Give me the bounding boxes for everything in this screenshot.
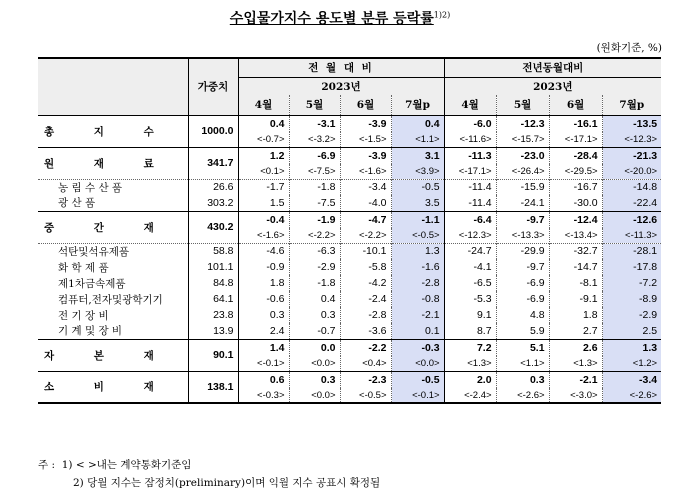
yoy-sub-value: <-3.0> (549, 388, 602, 403)
mom-value: -2.4 (340, 291, 391, 307)
table-row (38, 307, 661, 323)
yoy-value: -13.5 (602, 115, 661, 132)
yoy-value: -2.1 (549, 371, 602, 388)
yoy-value: -14.7 (549, 259, 602, 275)
mom-sub-value: <0.0> (391, 356, 444, 371)
row-weight: 26.6 (188, 179, 238, 195)
mom-value: -0.5 (391, 371, 444, 388)
yoy-value: -6.0 (444, 115, 496, 132)
mom-month-header: 7월p (391, 95, 444, 115)
mom-value: 3.5 (391, 195, 444, 211)
mom-sub-value: <-0.7> (238, 132, 289, 147)
mom-sub-value: <-0.1> (391, 388, 444, 403)
mom-value: -1.8 (289, 275, 340, 291)
mom-value: -5.8 (340, 259, 391, 275)
yoy-group-header: 전년동월대비 (444, 58, 661, 77)
note-prefix: 주 : (38, 459, 56, 471)
yoy-value: -21.3 (602, 147, 661, 164)
yoy-sub-value: <-13.3> (496, 228, 549, 243)
mom-sub-value: <-1.6> (340, 164, 391, 179)
yoy-sub-value: <-2.6> (602, 388, 661, 403)
yoy-sub-value: <-2.6> (496, 388, 549, 403)
row-label: 총 지 수 (38, 115, 188, 147)
mom-value: 3.1 (391, 147, 444, 164)
yoy-month-header: 4월 (444, 95, 496, 115)
row-weight: 23.8 (188, 307, 238, 323)
mom-value: 0.4 (289, 291, 340, 307)
row-weight: 90.1 (188, 339, 238, 371)
row-label: 화 학 제 품 (58, 261, 109, 274)
title-text: 수입물가지수 용도별 분류 등락률 (229, 11, 434, 27)
mom-value: -1.1 (391, 211, 444, 228)
mom-value: 0.6 (238, 371, 289, 388)
yoy-value: -6.9 (496, 275, 549, 291)
mom-value: -3.9 (340, 115, 391, 132)
row-weight: 138.1 (188, 371, 238, 403)
mom-value: -2.9 (289, 259, 340, 275)
yoy-value: -16.7 (549, 179, 602, 195)
mom-month-header: 5월 (289, 95, 340, 115)
yoy-value: -11.4 (444, 179, 496, 195)
title-footnote-ref: 1)2) (433, 10, 451, 20)
yoy-value: -32.7 (549, 243, 602, 259)
mom-value: -4.0 (340, 195, 391, 211)
mom-value: 1.4 (238, 339, 289, 356)
row-label: 컴퓨터,전자및광학기기 (58, 293, 163, 306)
mom-value: 0.3 (238, 307, 289, 323)
table-row (38, 179, 661, 195)
yoy-sub-value: <1.1> (496, 356, 549, 371)
mom-value: -0.8 (391, 291, 444, 307)
mom-value: -0.7 (289, 323, 340, 339)
yoy-value: 8.7 (444, 323, 496, 339)
mom-value: -1.7 (238, 179, 289, 195)
yoy-value: -22.4 (602, 195, 661, 211)
mom-group-header: 전 월 대 비 (238, 58, 444, 77)
yoy-value: 5.1 (496, 339, 549, 356)
mom-sub-value: <-1.6> (238, 228, 289, 243)
mom-sub-value: <3.9> (391, 164, 444, 179)
row-weight: 101.1 (188, 259, 238, 275)
row-label: 기 계 및 장 비 (58, 325, 123, 338)
yoy-value: -9.1 (549, 291, 602, 307)
table-row (38, 243, 661, 259)
yoy-value: -9.7 (496, 259, 549, 275)
mom-value: 1.8 (238, 275, 289, 291)
yoy-sub-value: <1.2> (602, 356, 661, 371)
yoy-value: 1.8 (549, 307, 602, 323)
yoy-sub-value: <-13.4> (549, 228, 602, 243)
row-weight: 64.1 (188, 291, 238, 307)
yoy-month-header: 6월 (549, 95, 602, 115)
yoy-value: -6.9 (496, 291, 549, 307)
mom-sub-value: <0.0> (289, 356, 340, 371)
yoy-value: -16.1 (549, 115, 602, 132)
mom-value: 0.3 (289, 307, 340, 323)
row-label: 제1차금속제품 (58, 277, 126, 290)
mom-month-header: 6월 (340, 95, 391, 115)
mom-value: -0.3 (391, 339, 444, 356)
table-row (38, 115, 661, 132)
row-weight: 58.8 (188, 243, 238, 259)
row-label: 원 재 료 (38, 147, 188, 179)
yoy-value: -23.0 (496, 147, 549, 164)
note-2-text: 2) 당월 지수는 잠정치(preliminary)이며 익월 지수 공표시 확정됨 (73, 477, 381, 489)
mom-value: -4.7 (340, 211, 391, 228)
yoy-value: 2.6 (549, 339, 602, 356)
row-weight: 1000.0 (188, 115, 238, 147)
yoy-value: -7.2 (602, 275, 661, 291)
yoy-sub-value: <-29.5> (549, 164, 602, 179)
yoy-sub-value: <-11.6> (444, 132, 496, 147)
mom-sub-value: <0.0> (289, 388, 340, 403)
yoy-sub-value: <-2.4> (444, 388, 496, 403)
mom-value: 0.3 (289, 371, 340, 388)
yoy-value: 2.7 (549, 323, 602, 339)
mom-value: -3.9 (340, 147, 391, 164)
mom-value: -0.9 (238, 259, 289, 275)
row-label: 중 간 재 (38, 211, 188, 243)
note-2 (73, 475, 380, 490)
row-label: 농 림 수 산 품 (38, 179, 188, 195)
yoy-value: 1.3 (602, 339, 661, 356)
yoy-value: -15.9 (496, 179, 549, 195)
yoy-sub-value: <-15.7> (496, 132, 549, 147)
yoy-sub-value: <-11.3> (602, 228, 661, 243)
mom-value: -3.6 (340, 323, 391, 339)
note-1 (38, 457, 191, 472)
mom-value: -1.9 (289, 211, 340, 228)
yoy-value: -12.3 (496, 115, 549, 132)
table-row (38, 211, 661, 228)
yoy-value: -17.8 (602, 259, 661, 275)
yoy-value: -28.4 (549, 147, 602, 164)
table-row (38, 323, 661, 339)
mom-sub-value: <-0.1> (238, 356, 289, 371)
yoy-value: -24.7 (444, 243, 496, 259)
mom-value: 0.0 (289, 339, 340, 356)
mom-value: 1.3 (391, 243, 444, 259)
row-weight: 13.9 (188, 323, 238, 339)
unit-label: (원화기준, %) (596, 42, 662, 54)
row-weight: 341.7 (188, 147, 238, 179)
mom-value: -0.4 (238, 211, 289, 228)
mom-value: 1.5 (238, 195, 289, 211)
yoy-value: 7.2 (444, 339, 496, 356)
mom-value: -2.8 (340, 307, 391, 323)
mom-value: -6.3 (289, 243, 340, 259)
yoy-sub-value: <1.3> (444, 356, 496, 371)
mom-value: -10.1 (340, 243, 391, 259)
yoy-sub-value: <1.3> (549, 356, 602, 371)
yoy-month-header: 5월 (496, 95, 549, 115)
yoy-sub-value: <-17.1> (549, 132, 602, 147)
mom-sub-value: <-2.2> (340, 228, 391, 243)
yoy-value: 9.1 (444, 307, 496, 323)
yoy-value: -8.1 (549, 275, 602, 291)
table-row (38, 339, 661, 356)
yoy-value: -8.9 (602, 291, 661, 307)
yoy-value: -28.1 (602, 243, 661, 259)
mom-sub-value: <1.1> (391, 132, 444, 147)
mom-value: -7.5 (289, 195, 340, 211)
table-row (38, 259, 661, 275)
mom-value: 2.4 (238, 323, 289, 339)
yoy-sub-value: <-12.3> (444, 228, 496, 243)
yoy-sub-value: <-20.0> (602, 164, 661, 179)
row-label: 자 본 재 (38, 339, 188, 371)
mom-value: -2.8 (391, 275, 444, 291)
mom-value: -2.3 (340, 371, 391, 388)
yoy-value: -30.0 (549, 195, 602, 211)
mom-value: 0.4 (238, 115, 289, 132)
corner-cell (38, 58, 188, 115)
row-label: 석탄및석유제품 (38, 243, 188, 259)
yoy-value: -2.9 (602, 307, 661, 323)
yoy-value: -6.5 (444, 275, 496, 291)
yoy-value: -3.4 (602, 371, 661, 388)
yoy-value: -4.1 (444, 259, 496, 275)
mom-month-header: 4월 (238, 95, 289, 115)
mom-value: -4.2 (340, 275, 391, 291)
yoy-value: 2.5 (602, 323, 661, 339)
mom-sub-value: <-7.5> (289, 164, 340, 179)
mom-value: -2.2 (340, 339, 391, 356)
document-title (0, 8, 680, 28)
yoy-value: -24.1 (496, 195, 549, 211)
mom-value: -3.1 (289, 115, 340, 132)
row-label: 전 기 장 비 (58, 309, 109, 322)
mom-value: -2.1 (391, 307, 444, 323)
mom-sub-value: <-3.2> (289, 132, 340, 147)
yoy-value: -12.6 (602, 211, 661, 228)
mom-value: 0.1 (391, 323, 444, 339)
table-row (38, 275, 661, 291)
table-row (38, 147, 661, 164)
mom-value: -1.6 (391, 259, 444, 275)
row-weight: 303.2 (188, 195, 238, 211)
yoy-value: 5.9 (496, 323, 549, 339)
yoy-value: -6.4 (444, 211, 496, 228)
row-label: 광 산 품 (58, 197, 96, 210)
yoy-value: -5.3 (444, 291, 496, 307)
mom-sub-value: <0.4> (340, 356, 391, 371)
yoy-value: -12.4 (549, 211, 602, 228)
mom-value: -6.9 (289, 147, 340, 164)
weight-header: 가중치 (188, 58, 238, 115)
yoy-value: -9.7 (496, 211, 549, 228)
table-row (38, 371, 661, 388)
mom-sub-value: <-0.5> (391, 228, 444, 243)
yoy-value: -29.9 (496, 243, 549, 259)
price-index-table (38, 57, 661, 404)
yoy-sub-value: <-26.4> (496, 164, 549, 179)
yoy-year-header: 2023년 (444, 77, 661, 95)
mom-value: 0.4 (391, 115, 444, 132)
row-weight: 84.8 (188, 275, 238, 291)
yoy-sub-value: <-12.3> (602, 132, 661, 147)
yoy-value: 4.8 (496, 307, 549, 323)
note-1-text: 1) < >내는 계약통화기준임 (61, 459, 192, 471)
mom-sub-value: <-0.5> (340, 388, 391, 403)
mom-value: 1.2 (238, 147, 289, 164)
table-row (38, 195, 661, 211)
mom-value: -0.6 (238, 291, 289, 307)
mom-value: -0.5 (391, 179, 444, 195)
yoy-sub-value: <-17.1> (444, 164, 496, 179)
mom-sub-value: <-1.5> (340, 132, 391, 147)
yoy-value: 0.3 (496, 371, 549, 388)
yoy-value: -11.4 (444, 195, 496, 211)
mom-sub-value: <-0.3> (238, 388, 289, 403)
yoy-value: -11.3 (444, 147, 496, 164)
mom-value: -1.8 (289, 179, 340, 195)
mom-value: -3.4 (340, 179, 391, 195)
mom-value: -4.6 (238, 243, 289, 259)
yoy-value: 2.0 (444, 371, 496, 388)
row-label: 소 비 재 (38, 371, 188, 403)
row-weight: 430.2 (188, 211, 238, 243)
table-row (38, 291, 661, 307)
yoy-value: -14.8 (602, 179, 661, 195)
mom-sub-value: <0.1> (238, 164, 289, 179)
mom-year-header: 2023년 (238, 77, 444, 95)
yoy-month-header: 7월p (602, 95, 661, 115)
mom-sub-value: <-2.2> (289, 228, 340, 243)
